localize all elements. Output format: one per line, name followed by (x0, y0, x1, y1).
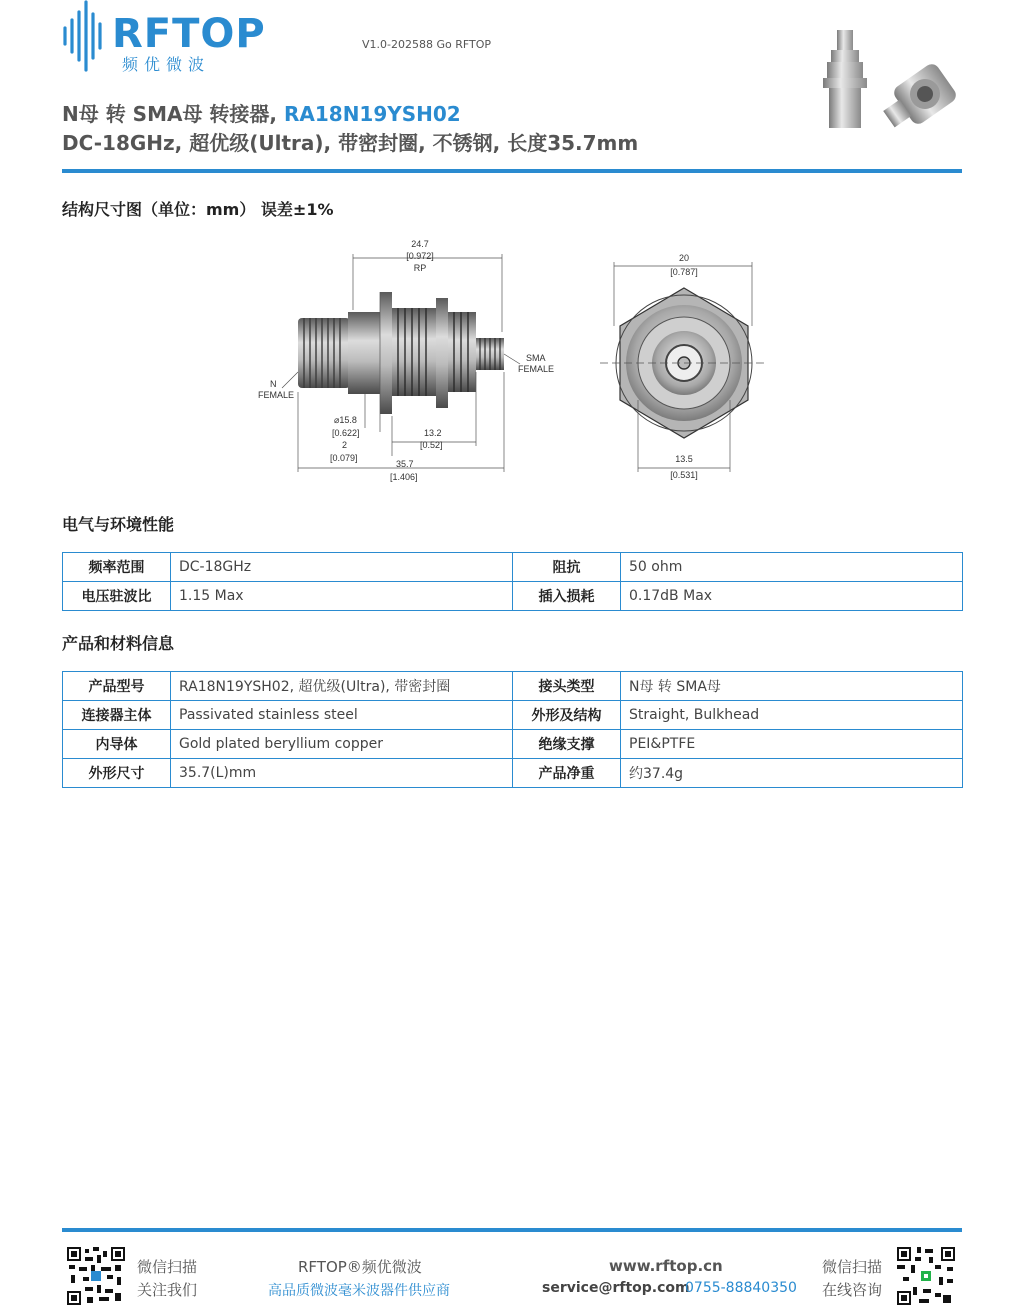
page-subtitle: DC-18GHz, 超优级(Ultra), 带密封圈, 不锈钢, 长度35.7mm (62, 131, 639, 155)
wechat-scan-label: 微信扫描 (137, 1258, 198, 1276)
len-inch: [1.406] (390, 472, 418, 482)
value-shape: Straight, Bulkhead (621, 701, 963, 730)
side-view (298, 292, 504, 414)
hex-value: 20 (678, 253, 690, 263)
value-insulator: PEI&PTFE (621, 730, 963, 759)
value-vswr: 1.15 Max (171, 582, 513, 611)
d2-inch: [0.079] (330, 453, 358, 463)
label-insertion-loss: 插入损耗 (513, 582, 621, 611)
product-heading: 产品和材料信息 (62, 634, 175, 653)
table-row (63, 553, 963, 582)
title-prefix: N母 转 SMA母 转接器, (62, 102, 284, 126)
value-frequency: DC-18GHz (171, 553, 513, 582)
label-impedance: 阻抗 (513, 553, 621, 582)
drawing-heading: 结构尺寸图（单位：mm） 误差±1% (62, 200, 334, 219)
len-value: 35.7 (396, 459, 414, 469)
logo-chinese: 频优微波 (122, 55, 211, 74)
product-table (62, 671, 963, 788)
footer-phone[interactable]: 0755-88840350 (685, 1280, 797, 1296)
table-row (63, 730, 963, 759)
title-model: RA18N19YSH02 (283, 102, 461, 126)
header-divider (62, 169, 962, 173)
d132-inch: [0.52] (420, 440, 443, 450)
value-model: RA18N19YSH02, 超优级(Ultra), 带密封圈 (171, 672, 513, 701)
label-shape: 外形及结构 (513, 701, 621, 730)
dim-top-inch: [0.972] (406, 251, 434, 261)
value-impedance: 50 ohm (621, 553, 963, 582)
value-inner-conductor: Gold plated beryllium copper (171, 730, 513, 759)
table-row (63, 672, 963, 701)
table-row (63, 701, 963, 730)
page-title (62, 98, 461, 127)
value-dimensions: 35.7(L)mm (171, 759, 513, 788)
qr-code-icon[interactable] (67, 1247, 125, 1305)
d132-value: 13.2 (424, 428, 442, 438)
flat-inch: [0.531] (670, 470, 698, 480)
hex-inch: [0.787] (670, 267, 698, 277)
label-inner-conductor: 内导体 (63, 730, 171, 759)
dim-top-value: 24.7 (411, 239, 429, 249)
footer-divider (62, 1228, 962, 1232)
dimension-label-top (406, 239, 434, 273)
label-weight: 产品净重 (513, 759, 621, 788)
logo-mark-icon (62, 0, 106, 72)
consult-label: 在线咨询 (822, 1281, 883, 1299)
qr-code-consult-icon[interactable] (897, 1247, 955, 1305)
label-body: 连接器主体 (63, 701, 171, 730)
value-connector-type: N母 转 SMA母 (621, 672, 963, 701)
n-label-2: FEMALE (258, 390, 295, 400)
value-body: Passivated stainless steel (171, 701, 513, 730)
logo-text: RFTOP (112, 11, 266, 57)
label-dimensions: 外形尺寸 (63, 759, 171, 788)
table-row (63, 759, 963, 788)
label-model: 产品型号 (63, 672, 171, 701)
footer-website[interactable]: www.rftop.cn (609, 1257, 723, 1275)
dia-value: ⌀15.8 (334, 415, 357, 425)
label-insulator: 绝缘支撑 (513, 730, 621, 759)
dia-inch: [0.622] (332, 428, 360, 438)
electrical-table (62, 552, 963, 611)
sma-label-2: FEMALE (518, 364, 555, 374)
label-connector-type: 接头类型 (513, 672, 621, 701)
dimension-drawing (250, 232, 780, 488)
dim-top-note: RP (413, 263, 427, 273)
product-photo-image (815, 22, 965, 134)
follow-us-label: 关注我们 (137, 1281, 198, 1299)
sma-label-1: SMA (526, 353, 546, 363)
label-frequency: 频率范围 (63, 553, 171, 582)
footer-slogan: 高品质微波毫米波器件供应商 (268, 1283, 450, 1299)
table-row (63, 582, 963, 611)
n-label-1: N (270, 379, 277, 389)
flat-value: 13.5 (675, 454, 693, 464)
footer-email[interactable]: service@rftop.com (542, 1280, 690, 1296)
version-label: V1.0-202588 Go RFTOP (362, 38, 492, 51)
electrical-heading: 电气与环境性能 (62, 515, 175, 534)
d2-value: 2 (342, 440, 348, 450)
value-weight: 约37.4g (621, 759, 963, 788)
footer-brand: RFTOP®频优微波 (298, 1258, 422, 1276)
value-insertion-loss: 0.17dB Max (621, 582, 963, 611)
wechat-scan-label-2: 微信扫描 (822, 1258, 883, 1276)
label-vswr: 电压驻波比 (63, 582, 171, 611)
